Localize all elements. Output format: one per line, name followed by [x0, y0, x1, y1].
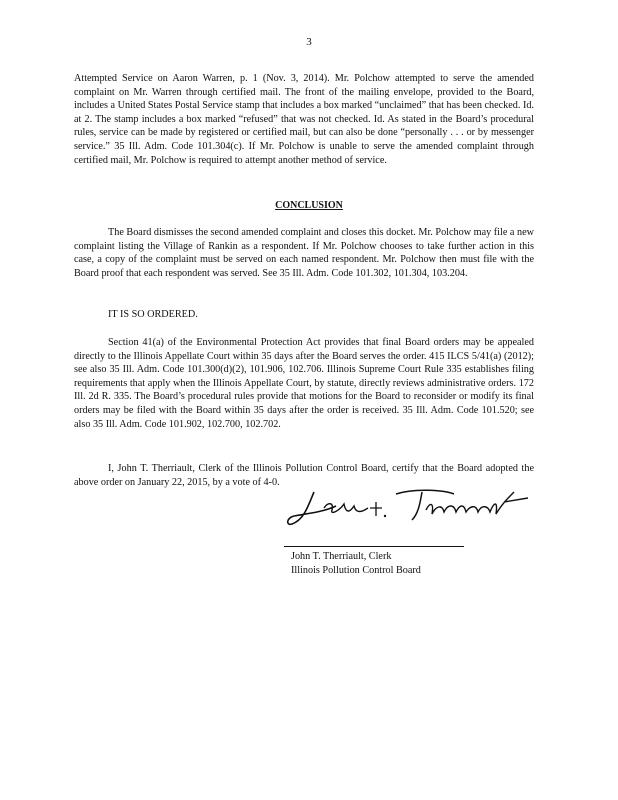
- appeal-text: Section 41(a) of the Environmental Protection Act provides that final Board orders may be appealed directly to the Illinois Appellate Court within 35 days after the Board serves the order. 415 ILCS 5/41(a) (2012); see also 35 Ill. Adm. Code 101.300(d)(2), 101.906, 102.706. Illinois Supreme Court Rule 335 establishes filing requirements that apply when the Illinois Appellate Court, by statute, directly reviews administrative orders. 172 Ill. 2d R. 335. The Board’s procedural rules provide that motions for the Board to reconsider or modify its final orders may be filed with the Board within 35 days after the order is received. 35 Ill. Adm. Code 101.520; see also 35 Ill. Adm. Code 101.902, 102.700, 102.702.: [74, 337, 534, 430]
- conclusion-paragraph: [74, 226, 534, 280]
- conclusion-text: The Board dismisses the second amended complaint and closes this docket. Mr. Polchow may file a new complaint listing the Village of Rankin as a respondent. If Mr. Polchow chooses to take further action in this case, a copy of the complaint must be served on each named respondent. Mr. Polchow then must file with the Board proof that each respondent was served. See 35 Ill. Adm. Code 101.302, 101.304, 103.204.: [74, 227, 534, 279]
- so-ordered: IT IS SO ORDERED.: [108, 309, 198, 320]
- appeal-paragraph: [74, 336, 534, 431]
- certification-text: I, John T. Therriault, Clerk of the Illinois Pollution Control Board, certify that the Board adopted the above order on January 22, 2015, by a vote of 4-0.: [74, 463, 534, 488]
- page-number: 3: [306, 36, 312, 48]
- signer-block: [291, 550, 421, 577]
- signer-org: Illinois Pollution Control Board: [291, 564, 421, 576]
- signer-name: John T. Therriault, Clerk: [291, 551, 392, 562]
- signature-line: [284, 546, 464, 547]
- service-paragraph: Attempted Service on Aaron Warren, p. 1 (Nov. 3, 2014). Mr. Polchow attempted to serve the amended complaint on Mr. Warren through certified mail. The front of the mailing envelope, provided to the Board, includes a United States Postal Service stamp that includes a box marked “unclaimed” that has been checked. Id. at 2. The stamp includes a box marked “refused” that was not checked. Id. As stated in the Board’s procedural rules, service can be made by registered or certified mail, but can also be done “personally . . . or by messenger service.” 35 Ill. Adm. Code 101.304(c). If Mr. Polchow is unable to serve the amended complaint through certified mail, Mr. Polchow is required to attempt another method of service.: [74, 73, 534, 166]
- clerk-signature: [284, 486, 534, 532]
- conclusion-heading: CONCLUSION: [275, 200, 343, 211]
- signature-text: John T. Therriault: [284, 486, 292, 487]
